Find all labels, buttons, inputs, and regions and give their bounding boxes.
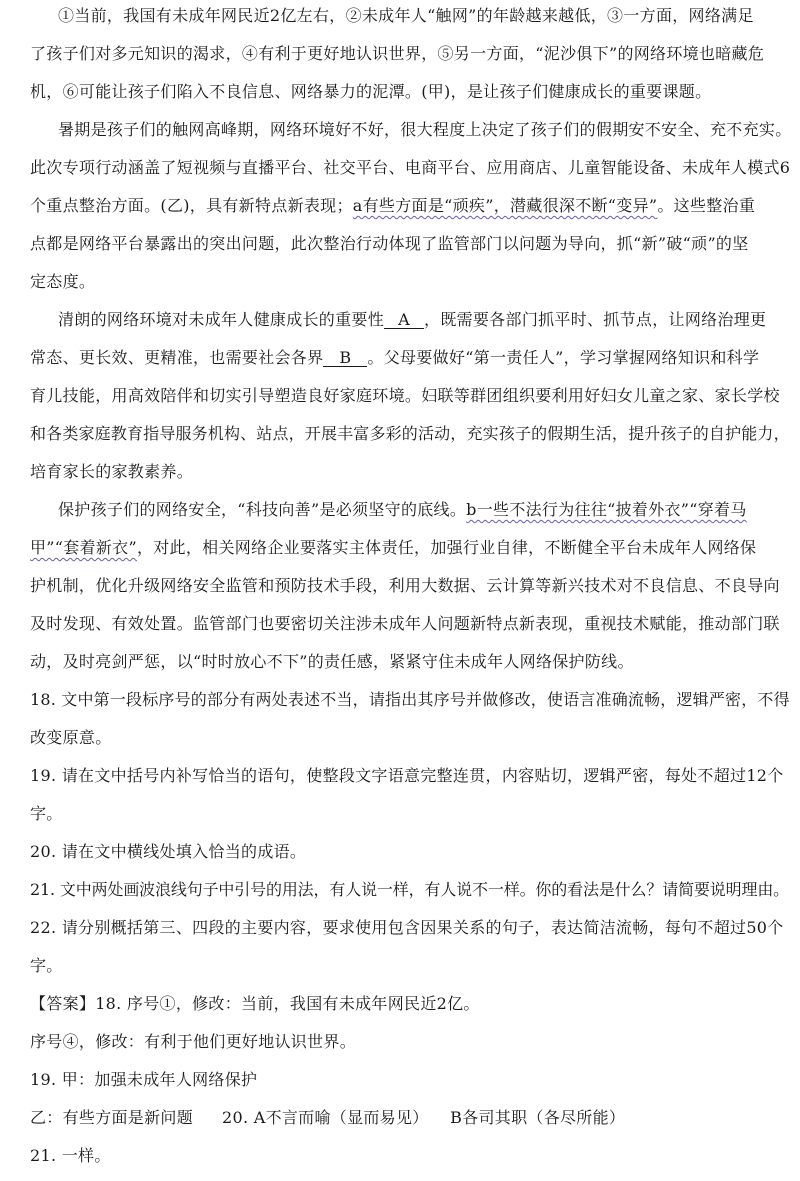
para4-line3: 护机制，优化升级网络安全监管和预防技术手段，利用大数据、云计算等新兴技术对不良信息、不良导向 <box>30 576 780 595</box>
para4-line4: 及时发现、有效处置。监管部门也要密切关注涉未成年人问题新特点新表现，重视技术赋能，推动部门联 <box>30 614 780 633</box>
wavy-sentence-b-part2: 甲”“套着新衣” <box>30 538 137 557</box>
para2-line3 <box>30 196 755 216</box>
blank-a: A <box>384 312 424 329</box>
para3-line2-pre: 常态、更长效、更精准，也需要社会各界 <box>30 348 324 367</box>
para4-line5: 动，及时亮剑严惩，以“时时放心不下”的责任感，紧紧守住未成年人网络保护防线。 <box>30 652 634 671</box>
question-20: 20. 请在文中横线处填入恰当的成语。 <box>30 842 307 861</box>
para2-line2: 此次专项行动涵盖了短视频与直播平台、社交平台、电商平台、应用商店、儿童智能设备、未成年人模式6 <box>30 158 791 177</box>
blank-b: B <box>323 350 367 367</box>
para4-line1 <box>58 500 747 520</box>
para3-line3: 育儿技能，用高效陪伴和切实引导塑造良好家庭环境。妇联等群团组织要利用好妇女儿童之家、家长学校 <box>30 386 780 405</box>
para3-line2-post: 。父母要做好“第一责任人”，学习掌握网络知识和科学 <box>367 348 760 367</box>
para3-line4: 和各类家庭教育指导服务机构、站点，开展丰富多彩的活动，充实孩子的假期生活，提升孩子的自护能力， <box>30 424 790 443</box>
answer-line1: 【答案】18. 序号①，修改：当前，我国有未成年网民近2亿。 <box>30 994 480 1013</box>
question-19-line2: 字。 <box>30 804 63 823</box>
para3-line2 <box>30 348 759 368</box>
para3-line1-pre: 清朗的网络环境对未成年人健康成长的重要性 <box>58 310 385 329</box>
wavy-sentence-b-part1: b一些不法行为往往“披着外衣”“穿着马 <box>466 500 747 519</box>
wavy-sentence-a: a有些方面是“顽疾”，潜藏很深不断“变异” <box>352 196 658 215</box>
question-21: 21. 文中两处画波浪线句子中引号的用法，有人说一样，有人说不一样。你的看法是什么？请简要说明理由。 <box>30 880 790 899</box>
para3-line1 <box>58 310 766 330</box>
para2-line3-post: 。这些整治重 <box>657 196 756 215</box>
para3-line5: 培育家长的家教素养。 <box>30 462 194 481</box>
question-18-line2: 改变原意。 <box>30 728 112 747</box>
answer-line4-left: 乙：有些方面是新问题 <box>30 1108 194 1127</box>
answer-line2: 序号④，修改：有利于他们更好地认识世界。 <box>30 1032 357 1051</box>
answer-line3: 19. 甲：加强未成年人网络保护 <box>30 1070 258 1089</box>
answer-line5: 21. 一样。 <box>30 1146 111 1165</box>
para1-line1: ①当前，我国有未成年网民近2亿左右，②未成年人“触网”的年龄越来越低，③一方面，网络满足 <box>58 6 754 25</box>
para1-line3: 机，⑥可能让孩子们陷入不良信息、网络暴力的泥潭。(甲)，是让孩子们健康成长的重要课题。 <box>30 82 712 101</box>
question-18-line1: 18. 文中第一段标序号的部分有两处表述不当，请指出其序号并做修改，使语言准确流畅，逻辑严密，不得 <box>30 690 790 709</box>
question-22-line1: 22. 请分别概括第三、四段的主要内容，要求使用包含因果关系的句子，表达简洁流畅，每句不超过50个 <box>30 918 784 937</box>
para2-line4: 点都是网络平台暴露出的突出问题，此次整治行动体现了监管部门以问题为导向，抓“新”破“顽”的坚 <box>30 234 749 253</box>
para1-line2: 了孩子们对多元知识的渴求，④有利于更好地认识世界，⑤另一方面，“泥沙俱下”的网络环境也暗藏危 <box>30 44 765 63</box>
para4-line2-post: ，对此，相关网络企业要落实主体责任，加强行业自律，不断健全平台未成年人网络保 <box>136 538 757 557</box>
para4-line1-pre: 保护孩子们的网络安全，“科技向善”是必须坚守的底线。 <box>58 500 467 519</box>
para2-line1: 暑期是孩子们的触网高峰期，网络环境好不好，很大程度上决定了孩子们的假期安不安全、充不充实。 <box>58 120 792 139</box>
para3-line1-post: ，既需要各部门抓平时、抓节点，让网络治理更 <box>424 310 767 329</box>
para2-line5: 定态度。 <box>30 272 96 291</box>
answer-line4-right: 20. A不言而喻（显而易见） B各司其职（各尽所能） <box>222 1108 626 1127</box>
question-22-line2: 字。 <box>30 956 63 975</box>
question-19-line1: 19. 请在文中括号内补写恰当的语句，使整段文字语意完整连贯，内容贴切，逻辑严密，每处不超过12个 <box>30 766 784 785</box>
para4-line2 <box>30 538 756 558</box>
para2-line3-pre: 个重点整治方面。(乙)，具有新特点新表现； <box>30 196 353 215</box>
